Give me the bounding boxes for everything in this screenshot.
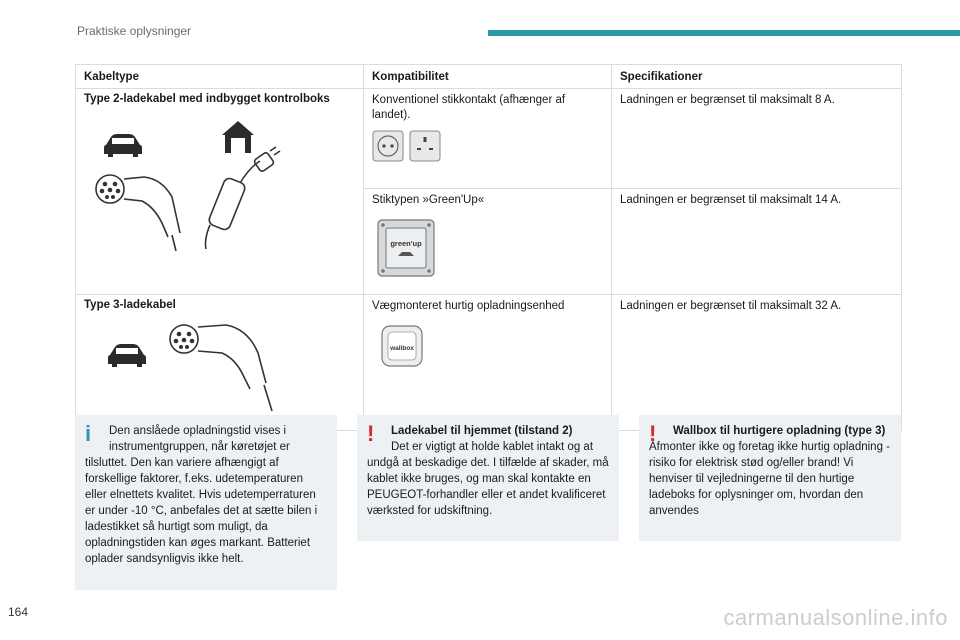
type3-cable-illustration — [84, 317, 355, 416]
type2-cable-illustration — [84, 111, 355, 254]
home-cable-warning — [357, 415, 619, 541]
wallbox-icon — [372, 320, 432, 372]
cable-spec-table — [75, 64, 902, 431]
cell-spec-32a — [612, 295, 902, 431]
cell-spec-14a — [612, 189, 902, 295]
wallbox-text: Vægmonteret hurtig opladningsenhed — [372, 300, 565, 312]
cell-type2-cable — [76, 89, 364, 295]
spec-8a-text: Ladningen er begrænset til maksimalt 8 A. — [620, 94, 835, 106]
cell-spec-8a — [612, 89, 902, 189]
socket-illustrations — [372, 129, 603, 168]
cell-type3-cable — [76, 295, 364, 431]
header-compatibility: Kompatibilitet — [364, 65, 612, 89]
wallbox-illustration — [372, 320, 603, 375]
greenup-socket-icon — [372, 214, 442, 286]
wallbox-warning — [639, 415, 901, 541]
spec-14a-text: Ladningen er begrænset til maksimalt 14 A. — [620, 194, 842, 206]
greenup-logo-text: green'up — [390, 239, 422, 248]
section-title: Praktiske oplysninger — [77, 24, 192, 38]
info-note-text: tilsluttet. Den kan variere afhængigt af forskellige faktorer, f.eks. udetemperaturen eller elnettets kvalitet. Hvis udetemperraturen er under -10 °C, anbefales det at sætte bilen i ladestikket så hurtigt som muligt, da opladningstiden kan øges markant. Batteriet oplader sandsynligvis ikke helt. — [85, 457, 318, 565]
header-specifications: Specifikationer — [612, 65, 902, 89]
wall-socket-icon — [372, 129, 452, 165]
home-cable-title: Ladekabel til hjemmet (tilstand 2) — [391, 425, 573, 437]
conventional-socket-text: Konventionel stikkontakt (afhænger af landet). — [372, 94, 566, 121]
wallbox-warning-title: Wallbox til hurtigere opladning (type 3) — [673, 425, 886, 437]
greenup-socket-text: Stiktypen »Green'Up« — [372, 194, 485, 206]
watermark: carmanualsonline.info — [723, 605, 948, 630]
table-header-row — [76, 65, 902, 89]
type3-cable-icon — [84, 317, 294, 413]
home-cable-text: undgå at beskadige det. I tilfælde af skader, må kablet ikke bruges, og man skal kontakte en PEUGEOT-forhandler eller et andet kvalificeret værksted for udskiftning. — [367, 457, 609, 517]
wallbox-warning-text: Afmonter ikke og foretag ikke hurtig opladning - risiko for elektrisk stød og/eller brand! Vi henviser til vejledningerne til den hurtige ladeboks for oplysninger om, hvordan den anvendes — [649, 441, 890, 517]
warning-icon: ! — [367, 421, 375, 446]
info-note-first: Den anslåede opladningstid vises i instrumentgruppen, når køretøjet er — [109, 425, 290, 453]
greenup-illustration — [372, 214, 603, 289]
cell-wallbox — [364, 295, 612, 431]
warning-icon: ! — [649, 421, 657, 446]
info-note — [75, 415, 337, 590]
wallbox-logo-text: wallbox — [390, 345, 414, 352]
cell-greenup-socket — [364, 189, 612, 295]
page-number: 164 — [8, 605, 29, 619]
header-cable-type: Kabeltype — [76, 65, 364, 89]
spec-32a-text: Ladningen er begrænset til maksimalt 32 A. — [620, 300, 842, 312]
header-accent-bar — [488, 30, 960, 36]
info-icon: i — [85, 421, 92, 446]
home-cable-line: Det er vigtigt at holde kablet intakt og at — [391, 441, 594, 453]
table-row — [76, 295, 902, 431]
type2-cable-icon — [84, 111, 354, 251]
cell-conventional-socket — [364, 89, 612, 189]
type3-cable-title: Type 3-ladekabel — [84, 299, 176, 311]
type2-cable-title: Type 2-ladekabel med indbygget kontrolboks — [84, 93, 330, 105]
table-row — [76, 89, 902, 189]
